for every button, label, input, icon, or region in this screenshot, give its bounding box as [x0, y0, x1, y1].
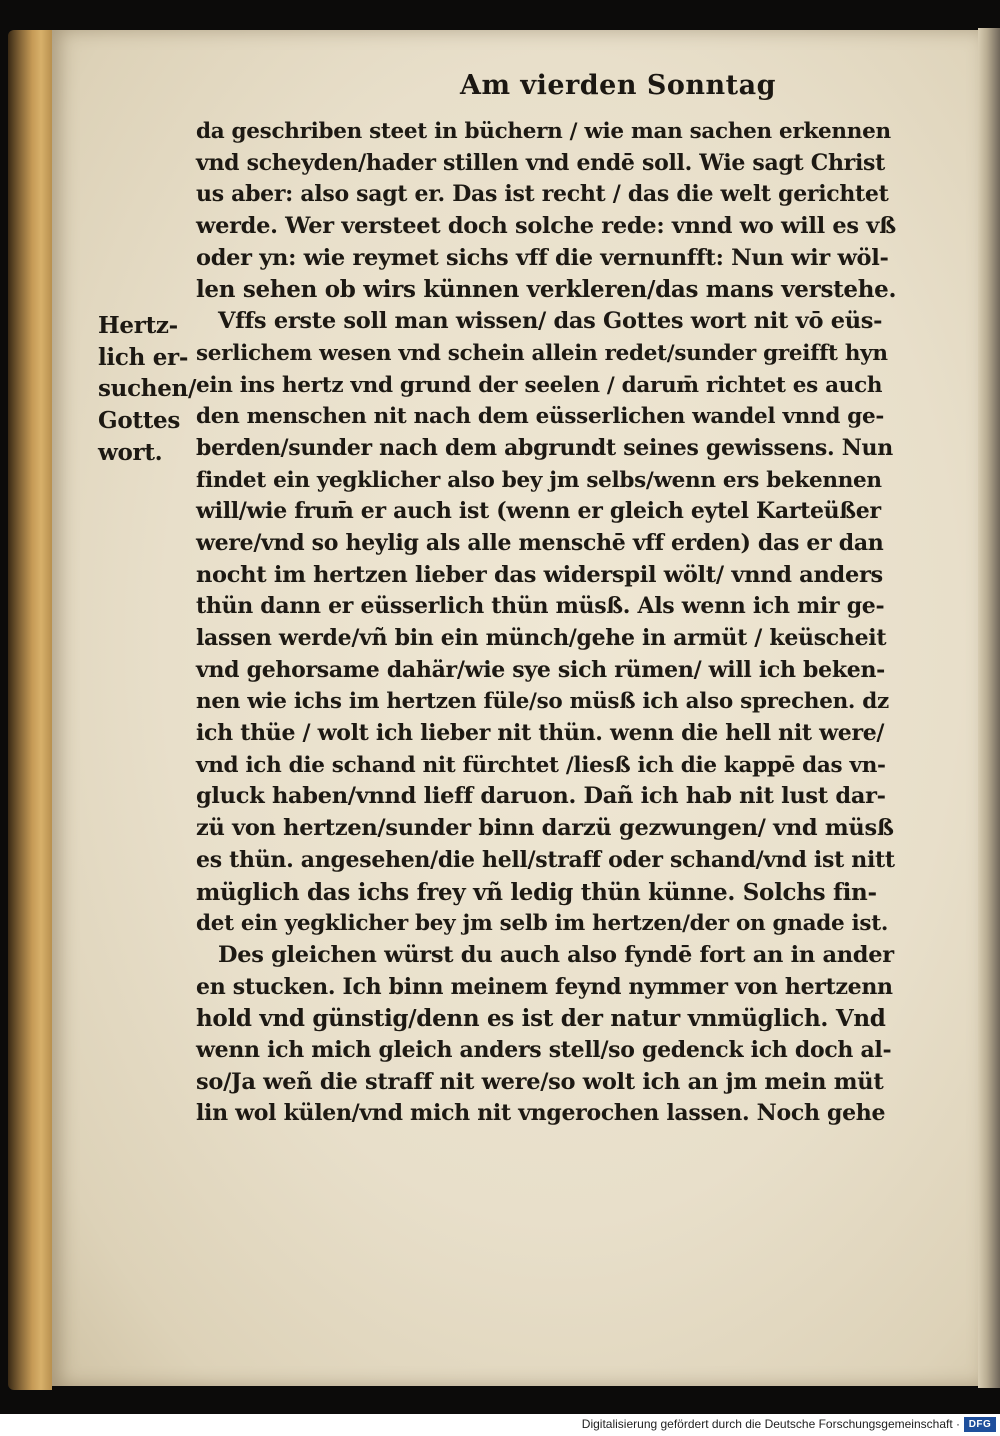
page-edge [978, 28, 1000, 1388]
text-line: da geschriben steet in büchern / wie man sachen erkennen [196, 119, 891, 144]
text-line: were/vnd so heylig als alle menschē vff erden) das er dan [196, 529, 884, 556]
text-line: nocht im hertzen lieber das widerspil wölt/ vnnd anders [196, 561, 883, 588]
text-line: müglich das ichs frey vñ ledig thün künne. Solchs fin- [196, 878, 877, 906]
text-line: det ein yegklicher bey jm selb im hertzen/der on gnade ist. [196, 911, 889, 937]
text-line: lassen werde/vñ bin ein münch/gehe in armüt / keüscheit [196, 625, 887, 651]
text-line: serlichem wesen vnd schein allein redet/sunder greifft hyn [196, 340, 888, 366]
text-line: vnd ich die schand nit fürchtet /liesß ich die kappē das vn- [196, 752, 886, 778]
dfg-logo-icon: DFG [964, 1417, 996, 1432]
text-line: werde. Wer versteet doch solche rede: vnnd wo will es vß [196, 213, 896, 240]
text-line: es thün. angesehen/die hell/straff oder schand/vnd ist nitt [196, 846, 895, 873]
running-head: Am vierden Sonntag [460, 70, 776, 101]
footer-bar [0, 1414, 1000, 1436]
text-line: hold vnd günstig/denn es ist der natur vnmüglich. Vnd [196, 1005, 886, 1033]
margin-note-line: lich er- [98, 343, 189, 371]
text-line: gluck haben/vnnd lieff daruon. Dañ ich hab nit lust dar- [196, 783, 886, 810]
margin-note [98, 310, 197, 468]
text-line: oder yn: wie reymet sichs vff die vernunfft: Nun wir wöl- [196, 244, 889, 271]
paragraph-start-line: Des gleichen würst du auch also fyndē fort an in ander [218, 941, 894, 968]
margin-note-line: wort. [98, 438, 163, 466]
text-line: lin wol külen/vnd mich nit vngerochen lassen. Noch gehe [196, 1100, 886, 1127]
paragraph-start-line: Vffs erste soll man wissen/ das Gottes wort nit vō eüs- [218, 308, 883, 335]
text-line: will/wie frum̄ er auch ist (wenn er gleich eytel Karteüßer [196, 498, 881, 525]
book-spine-edge [8, 30, 52, 1390]
text-line: findet ein yegklicher also bey jm selbs/wenn ers bekennen [196, 467, 882, 493]
text-line: en stucken. Ich binn meinem feynd nymmer von hertzenn [196, 973, 893, 1000]
margin-note-line: suchen/ [98, 375, 197, 403]
text-line: us aber: also sagt er. Das ist recht / das die welt gerichtet [196, 181, 889, 208]
text-line: nen wie ichs im hertzen füle/so müsß ich also sprechen. dz [196, 689, 889, 715]
text-line: len sehen ob wirs künnen verkleren/das mans verstehe. [196, 276, 897, 304]
text-line: vnd gehorsame dahär/wie sye sich rümen/ will ich beken- [196, 656, 885, 683]
text-line: vnd scheyden/hader stillen vnd endē soll. Wie sagt Christ [196, 149, 885, 176]
body-text [196, 116, 896, 1130]
text-line: den menschen nit nach dem eüsserlichen wandel vnnd ge- [196, 404, 884, 430]
text-line: berden/sunder nach dem abgrundt seines gewissens. Nun [196, 434, 893, 461]
text-line: ich thüe / wolt ich lieber nit thün. wenn die hell nit were/ [196, 720, 885, 747]
margin-note-line: Gottes [98, 407, 181, 435]
text-line: zü von hertzen/sunder binn darzü gezwungen/ vnd müsß [196, 815, 894, 842]
margin-note-line: Hertz- [98, 312, 178, 339]
text-line: so/Ja weñ die straff nit were/so wolt ich an jm mein müt [196, 1068, 884, 1095]
text-line: thün dann er eüsserlich thün müsß. Als wenn ich mir ge- [196, 593, 885, 620]
text-line: ein ins hertz vnd grund der seelen / darum̄ richtet es auch [196, 372, 883, 398]
funding-notice: Digitalisierung gefördert durch die Deutsche Forschungsgemeinschaft · [581, 1417, 960, 1431]
text-line: wenn ich mich gleich anders stell/so gedenck ich doch al- [196, 1036, 892, 1063]
